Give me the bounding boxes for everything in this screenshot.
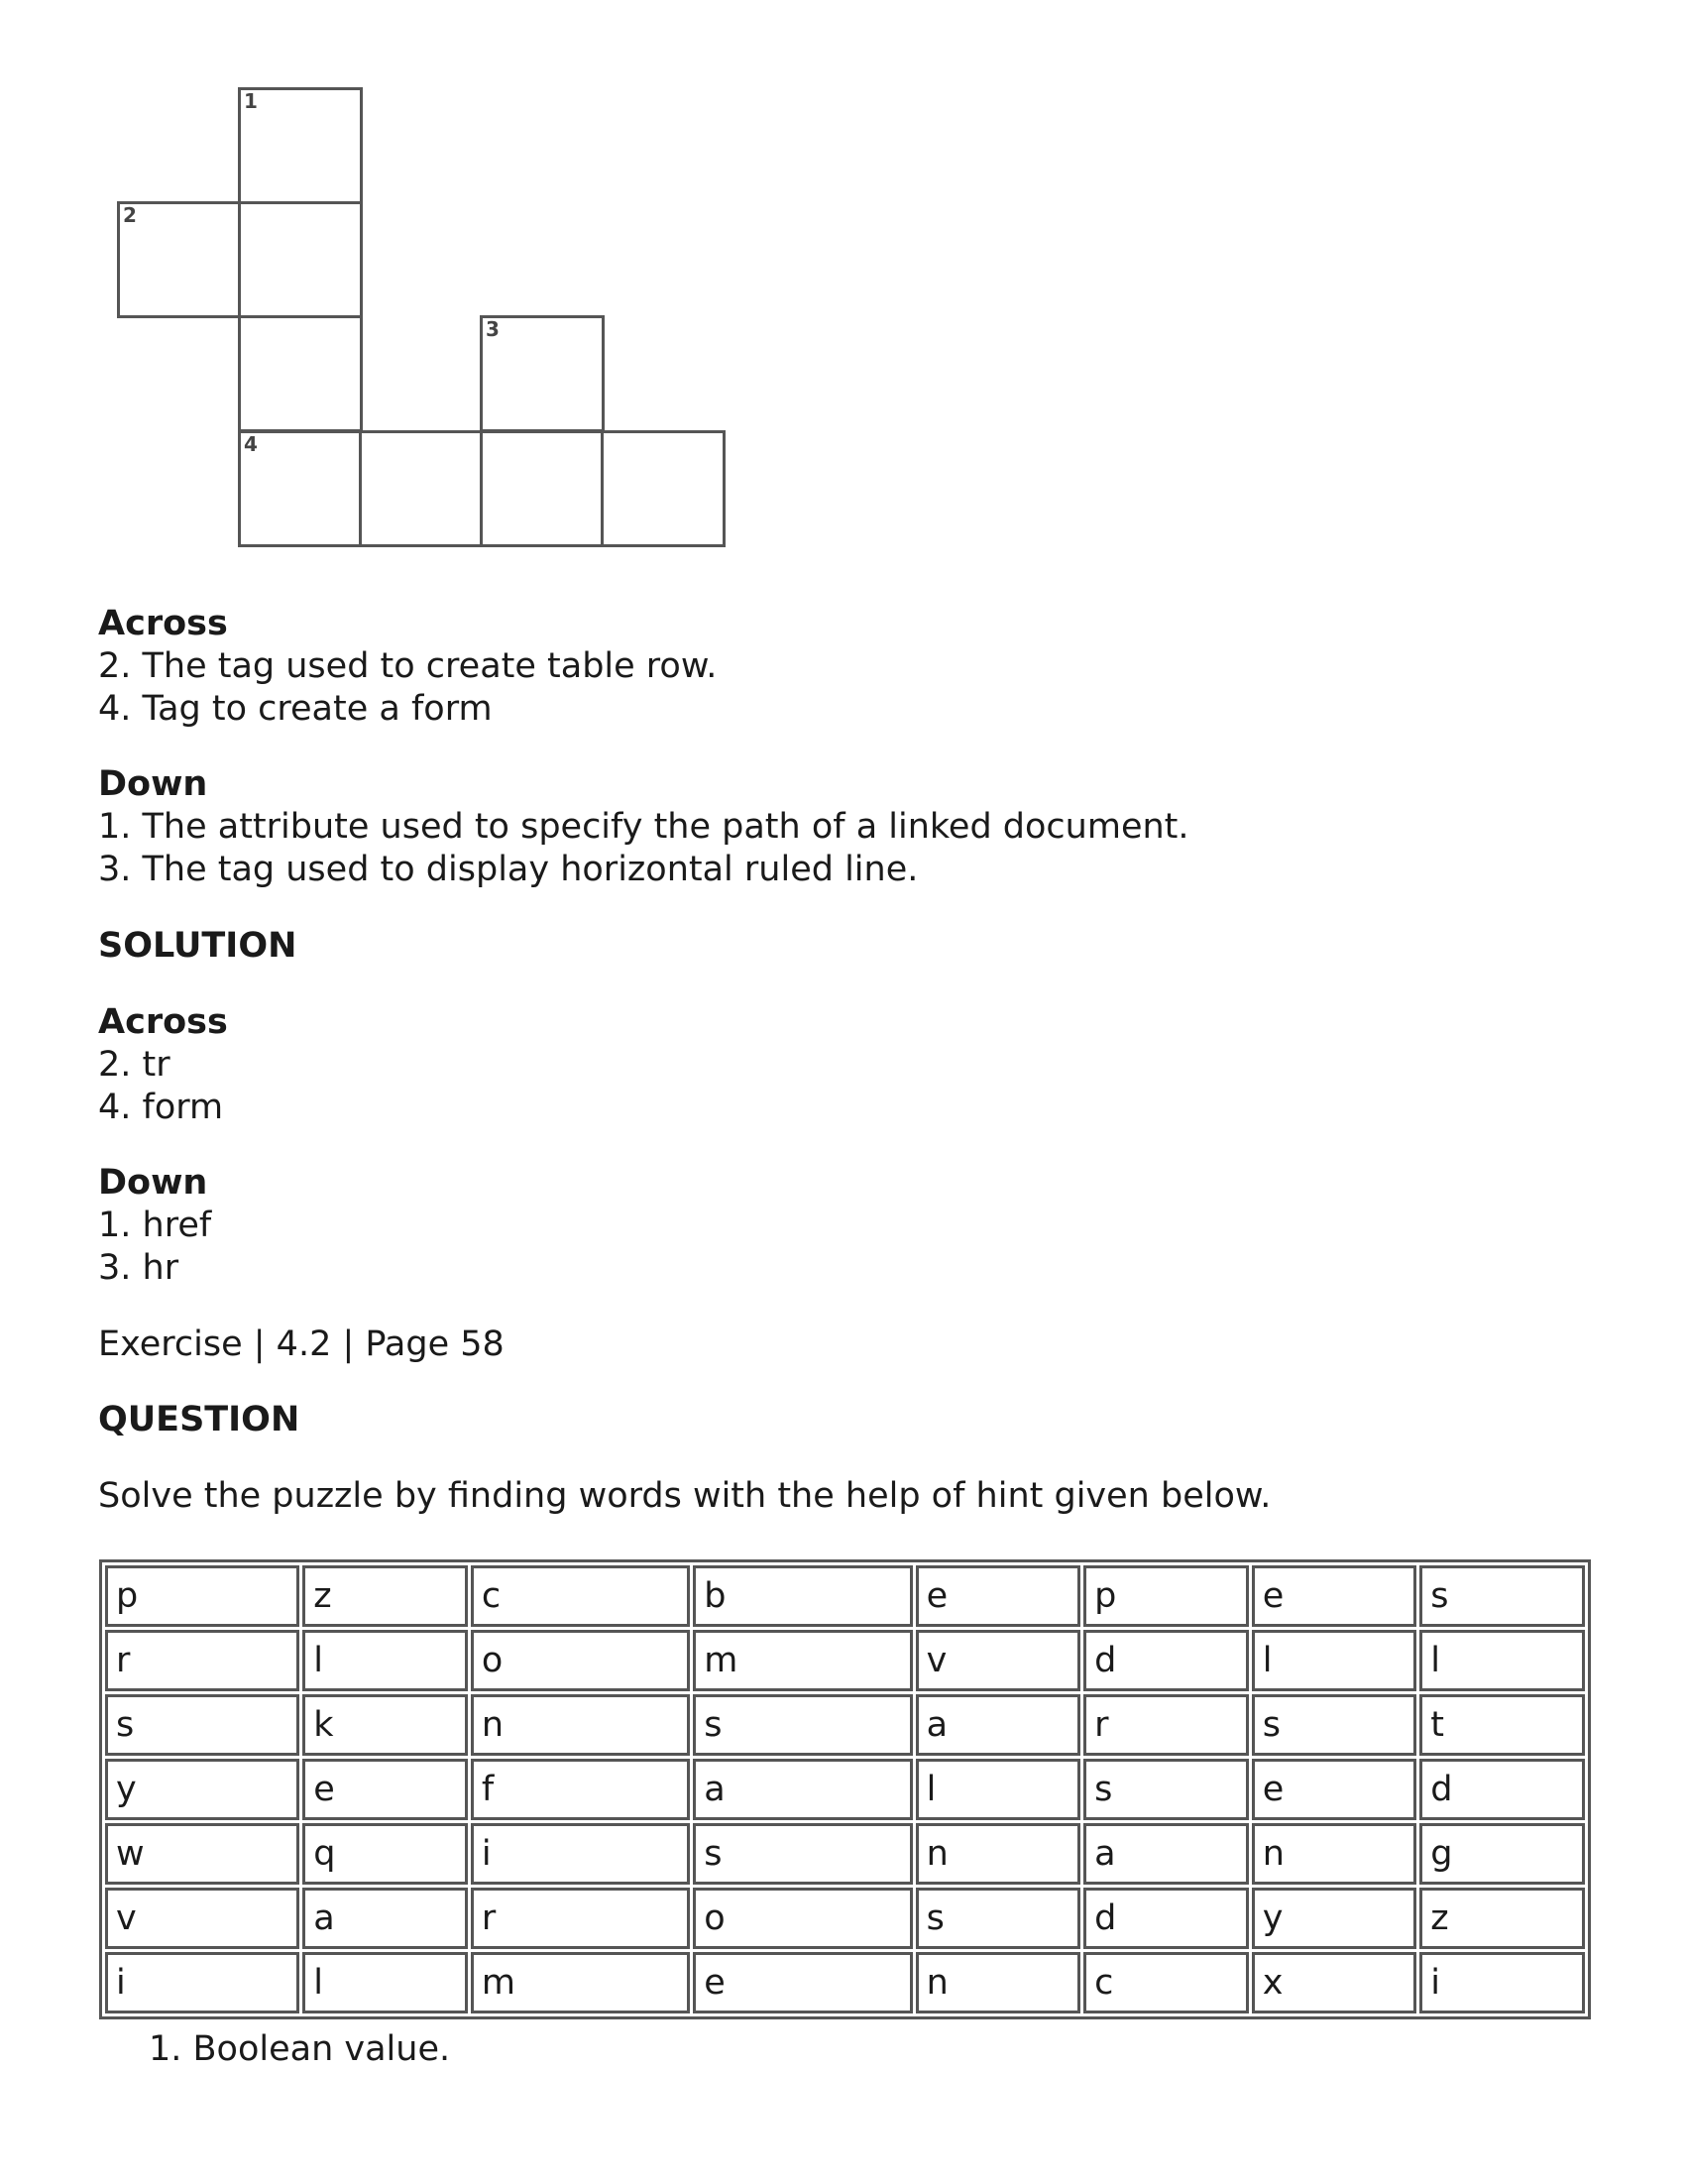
word-search-cell[interactable]: n: [916, 1952, 1081, 2013]
across-heading: Across: [98, 604, 228, 643]
word-search-cell[interactable]: p: [105, 1565, 299, 1627]
word-search-cell[interactable]: y: [1252, 1888, 1417, 1949]
clue-down-1: 1. The attribute used to specify the path of a linked document.: [98, 807, 1189, 847]
solution-heading-block: [98, 925, 296, 968]
word-search-cell[interactable]: d: [1419, 1759, 1585, 1820]
answer-across-4: 4. form: [98, 1088, 224, 1127]
word-search-cell[interactable]: e: [1252, 1565, 1417, 1627]
word-search-cell[interactable]: e: [1252, 1759, 1417, 1820]
word-search-cell[interactable]: v: [105, 1888, 299, 1949]
crossword-cell[interactable]: [238, 315, 363, 432]
word-search-cell[interactable]: n: [916, 1823, 1081, 1885]
word-search-cell[interactable]: e: [693, 1952, 912, 2013]
word-search-cell[interactable]: d: [1083, 1630, 1249, 1691]
word-search-cell[interactable]: e: [916, 1565, 1081, 1627]
word-search-cell[interactable]: n: [471, 1694, 690, 1756]
word-search-cell[interactable]: y: [105, 1759, 299, 1820]
clue-across-4: 4. Tag to create a form: [98, 689, 493, 729]
word-search-cell[interactable]: l: [1252, 1630, 1417, 1691]
question-heading-block: [98, 1399, 299, 1441]
solution-heading: SOLUTION: [98, 926, 297, 966]
word-search-cell[interactable]: i: [105, 1952, 299, 2013]
exercise-reference-block: [98, 1323, 505, 1366]
word-search-cell[interactable]: s: [105, 1694, 299, 1756]
word-search-cell[interactable]: s: [1252, 1694, 1417, 1756]
clue-across-2: 2. The tag used to create table row.: [98, 646, 718, 686]
clue-number: 3: [486, 317, 500, 341]
word-search-cell[interactable]: d: [1083, 1888, 1249, 1949]
clue-number: 1: [244, 89, 258, 113]
hint-list: [149, 2028, 450, 2071]
word-search-cell[interactable]: k: [302, 1694, 468, 1756]
table-row: [105, 1694, 1585, 1756]
clues-down: [98, 763, 1189, 891]
crossword-grid: [0, 0, 1688, 595]
question-instruction: Solve the puzzle by finding words with the help of hint given below.: [98, 1476, 1272, 1516]
word-search-cell[interactable]: s: [693, 1823, 912, 1885]
word-search-cell[interactable]: s: [1419, 1565, 1585, 1627]
word-search-cell[interactable]: o: [471, 1630, 690, 1691]
word-search-cell[interactable]: s: [693, 1694, 912, 1756]
clue-number: 4: [244, 432, 258, 456]
clue-number: 2: [123, 203, 137, 227]
word-search-cell[interactable]: p: [1083, 1565, 1249, 1627]
table-row: [105, 1823, 1585, 1885]
table-row: [105, 1759, 1585, 1820]
word-search-cell[interactable]: m: [693, 1630, 912, 1691]
solution-down: [98, 1162, 211, 1290]
word-search-cell[interactable]: t: [1419, 1694, 1585, 1756]
word-search-cell[interactable]: f: [471, 1759, 690, 1820]
table-row: [105, 1630, 1585, 1691]
table-row: [105, 1565, 1585, 1627]
answer-down-1: 1. href: [98, 1206, 212, 1245]
word-search-cell[interactable]: m: [471, 1952, 690, 2013]
word-search-cell[interactable]: w: [105, 1823, 299, 1885]
crossword-cell[interactable]: [238, 87, 363, 204]
question-instruction-block: [98, 1475, 1271, 1518]
word-search-cell[interactable]: x: [1252, 1952, 1417, 2013]
table-row: [105, 1888, 1585, 1949]
table-row: [105, 1952, 1585, 2013]
crossword-cell[interactable]: [480, 315, 605, 432]
word-search-cell[interactable]: s: [1083, 1759, 1249, 1820]
word-search-cell[interactable]: c: [1083, 1952, 1249, 2013]
word-search-cell[interactable]: r: [105, 1630, 299, 1691]
crossword-cell[interactable]: [238, 201, 363, 318]
hint-item: [149, 2028, 450, 2071]
down-heading: Down: [98, 764, 208, 804]
word-search-cell[interactable]: l: [916, 1759, 1081, 1820]
word-search-cell[interactable]: i: [1419, 1952, 1585, 2013]
word-search-cell[interactable]: a: [693, 1759, 912, 1820]
word-search-cell[interactable]: b: [693, 1565, 912, 1627]
word-search-cell[interactable]: i: [471, 1823, 690, 1885]
word-search-cell[interactable]: l: [302, 1630, 468, 1691]
answer-across-2: 2. tr: [98, 1045, 170, 1085]
solution-across: [98, 1001, 228, 1129]
word-search-cell[interactable]: z: [1419, 1888, 1585, 1949]
crossword-cell[interactable]: [601, 430, 726, 547]
word-search-cell[interactable]: g: [1419, 1823, 1585, 1885]
word-search-cell[interactable]: q: [302, 1823, 468, 1885]
clues-across: [98, 603, 717, 731]
crossword-cell[interactable]: [238, 430, 363, 547]
word-search-cell[interactable]: c: [471, 1565, 690, 1627]
word-search-cell[interactable]: o: [693, 1888, 912, 1949]
solution-across-heading: Across: [98, 1002, 228, 1042]
question-heading: QUESTION: [98, 1400, 300, 1439]
word-search-cell[interactable]: a: [302, 1888, 468, 1949]
solution-down-heading: Down: [98, 1163, 208, 1203]
word-search-cell[interactable]: l: [302, 1952, 468, 2013]
hint-number: 1.: [149, 2029, 182, 2069]
exercise-reference: Exercise | 4.2 | Page 58: [98, 1324, 505, 1364]
word-search-cell[interactable]: r: [1083, 1694, 1249, 1756]
word-search-cell[interactable]: n: [1252, 1823, 1417, 1885]
clue-down-3: 3. The tag used to display horizontal ruled line.: [98, 850, 919, 889]
crossword-cell[interactable]: [117, 201, 242, 318]
word-search-cell[interactable]: e: [302, 1759, 468, 1820]
word-search-grid: [99, 1559, 1591, 2019]
word-search-cell[interactable]: z: [302, 1565, 468, 1627]
word-search-cell[interactable]: r: [471, 1888, 690, 1949]
word-search-cell[interactable]: v: [916, 1630, 1081, 1691]
word-search-cell[interactable]: a: [1083, 1823, 1249, 1885]
answer-down-3: 3. hr: [98, 1248, 179, 1288]
crossword-cell[interactable]: [480, 430, 605, 547]
word-search-cell[interactable]: a: [916, 1694, 1081, 1756]
word-search-cell[interactable]: l: [1419, 1630, 1585, 1691]
word-search-cell[interactable]: s: [916, 1888, 1081, 1949]
hint-text: Boolean value.: [192, 2029, 451, 2069]
crossword-cell[interactable]: [359, 430, 484, 547]
